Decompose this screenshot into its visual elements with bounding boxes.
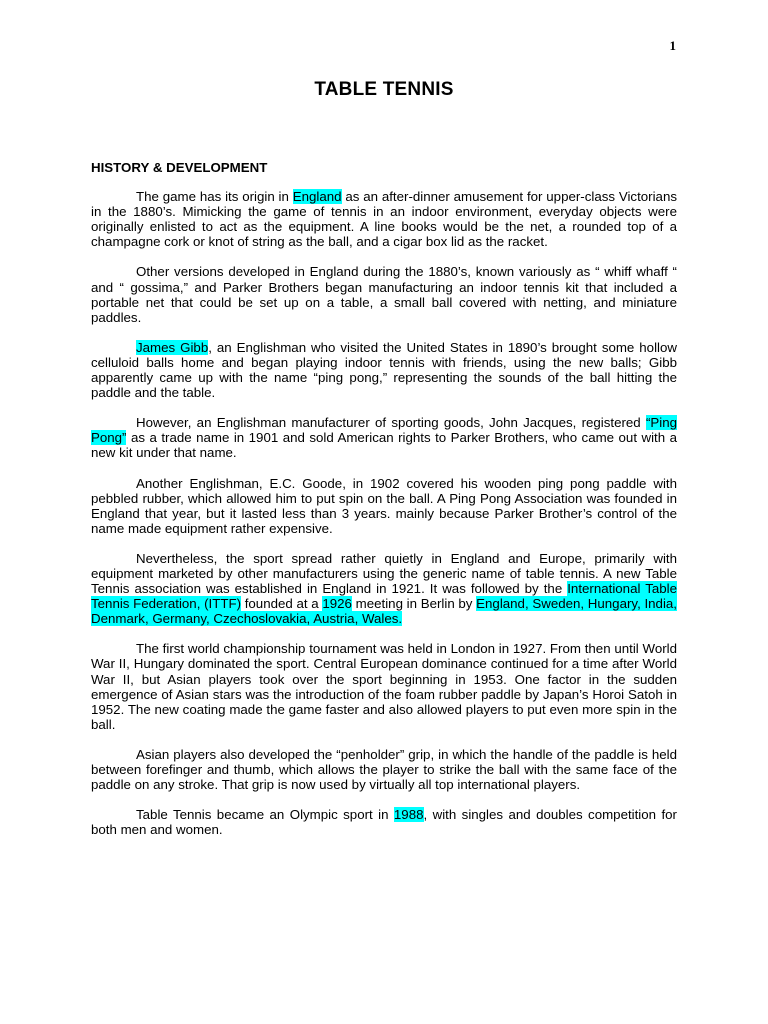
highlighted-text: England, Sweden, Hungary, India, Denmark, Germany, Czechoslovakia, Austria, Wales. — [91, 596, 677, 627]
text-run: as a trade name in 1901 and sold American rights to Parker Brothers, who came out with a new kit under that name. — [91, 430, 677, 461]
page-number: 1 — [669, 38, 676, 53]
text-run: founded at a — [241, 596, 323, 612]
text-run: as an after-dinner amusement for upper-class Victorians in the 1880’s. Mimicking the game of tennis in an indoor environment, everyday objects were originally enlisted to act as the equipment. A line books would be the net, a rounded top of a champagne cork or knot of string as the ball, and a cigar box lid as the racket. — [91, 189, 677, 250]
page-title: TABLE TENNIS — [314, 79, 454, 100]
highlighted-text: 1988 — [393, 807, 424, 823]
document-body — [91, 160, 677, 852]
highlighted-text: James Gibb — [136, 339, 209, 355]
highlighted-text: International Table Tennis Federation, (ITTF) — [91, 581, 677, 612]
text-run: , an Englishman who visited the United States in 1890’s brought some hollow celluloid balls home and began playing indoor tennis with friends, using the new balls; Gibb apparently came up with the name “ping pong,” representing the sounds of the ball hitting the paddle and the table. — [91, 339, 677, 401]
paragraph-other-versions — [91, 264, 677, 324]
text-run: meeting in Berlin by — [351, 596, 477, 612]
text-run: Asian players also developed the “penholder” grip, in which the handle of the paddle is held between forefinger and thumb, which allows the player to strike the ball with the same face of the paddle on any stroke. That grip is now used by virtually all top international players. — [91, 746, 677, 793]
highlighted-text: 1926 — [322, 596, 352, 612]
paragraph-ittf — [91, 551, 677, 626]
text-run: Other versions developed in England during the 1880’s, known variously as “ whiff whaff “ and “ gossima,” and Parker Brothers began manufacturing an indoor tennis kit that included a portable net that could be set up on a table, a small ball covered with netting, and miniature paddles. — [91, 264, 677, 325]
paragraph-ec-goode — [91, 476, 677, 536]
paragraph-james-gibb — [91, 340, 677, 400]
highlighted-text: “Ping Pong” — [91, 415, 677, 446]
text-run: , with singles and doubles competition for both men and women. — [91, 807, 677, 838]
text-run: The game has its origin in — [136, 189, 293, 205]
text-run: Nevertheless, the sport spread rather quietly in England and Europe, primarily with equipment marketed by other manufacturers using the generic name of table tennis. A new Table Tennis association was established in England in 1921. It was followed by the — [91, 550, 677, 597]
paragraph-origin — [91, 189, 677, 249]
text-run: Table Tennis became an Olympic sport in — [136, 807, 394, 823]
text-run: However, an Englishman manufacturer of sporting goods, John Jacques, registered — [136, 415, 646, 431]
paragraph-world-championship — [91, 641, 677, 732]
paragraph-john-jacques — [91, 415, 677, 460]
paragraph-olympic — [91, 807, 677, 837]
paragraph-penholder-grip — [91, 747, 677, 792]
text-run: The first world championship tournament was held in London in 1927. From then until World War II, Hungary dominated the sport. Central European dominance continued for a time after World War II, but Asian players took over the sport beginning in 1953. One factor in the sudden emergence of Asian stars was the introduction of the foam rubber paddle by Japan’s Horoi Satoh in 1952. The new coating made the game faster and also allowed players to put even more spin in the ball. — [91, 641, 677, 732]
highlighted-text: England — [292, 189, 342, 205]
text-run: Another Englishman, E.C. Goode, in 1902 covered his wooden ping pong paddle with pebbled rubber, which allowed him to put spin on the ball. A Ping Pong Association was founded in England that year, but it lasted less than 3 years. mainly because Parker Brother’s control of the name made equipment rather expensive. — [91, 475, 677, 536]
section-heading: HISTORY & DEVELOPMENT — [91, 160, 268, 175]
